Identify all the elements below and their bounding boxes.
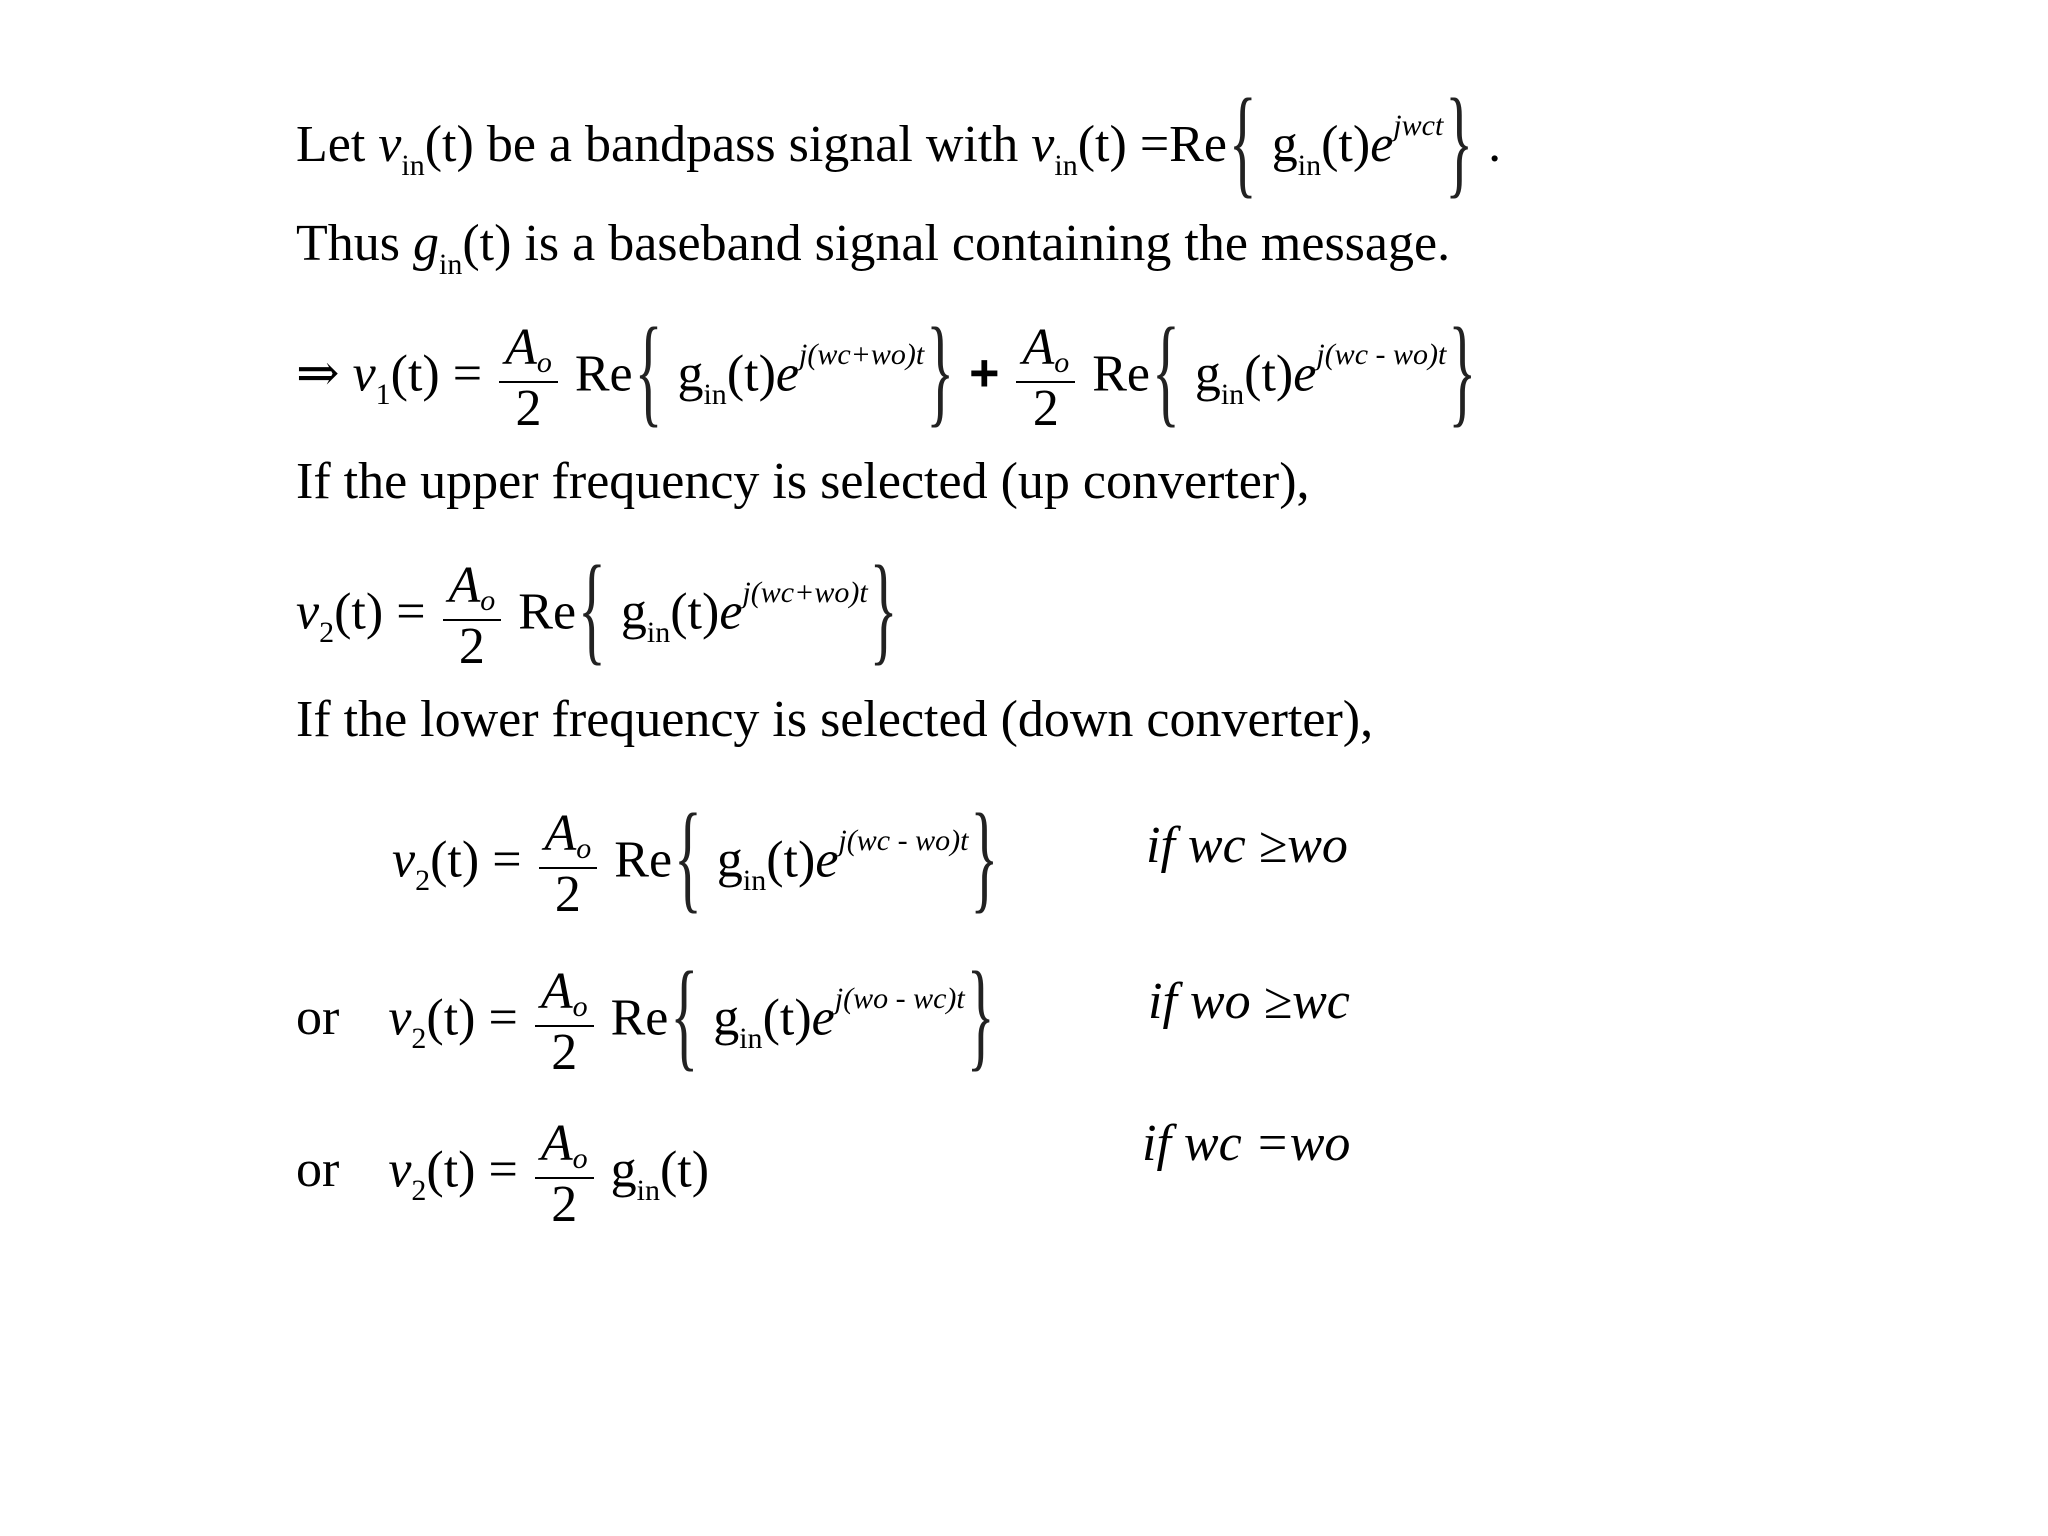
symbol-t: (t) (462, 215, 512, 272)
denominator: 2 (1032, 380, 1059, 437)
sub-2: 2 (415, 864, 431, 898)
symbol-t: (t) (1244, 345, 1294, 403)
symbol-t: (t) (670, 583, 720, 641)
condition-wc-ge-wo: if wc ≥wo (1146, 817, 1348, 874)
right-brace: } (926, 302, 955, 439)
symbol-v: v (388, 989, 412, 1047)
sub-in: in (646, 616, 671, 650)
symbol-v: v (1031, 116, 1055, 173)
sub-2: 2 (411, 1174, 427, 1208)
symbol-re: Re (1169, 116, 1227, 173)
symbol-t: (t) (766, 831, 816, 889)
sub-1: 1 (375, 378, 391, 412)
equation-v2-down-1 (392, 788, 1000, 925)
numerator: Ao (539, 808, 598, 869)
denominator: 2 (554, 866, 581, 923)
symbol-plus: + (969, 344, 1000, 403)
symbol-re: Re (610, 989, 669, 1047)
sub-in: in (636, 1174, 660, 1208)
symbol-re: Re (518, 583, 577, 641)
symbol-t: (t) (726, 345, 776, 403)
equation-v2-down-2 (296, 946, 997, 1083)
symbol-t: (t) (1321, 116, 1371, 173)
symbol-t: (t) (426, 989, 476, 1047)
exponent-minus: j(wc - wo)t (838, 824, 969, 858)
text-thus: Thus (296, 215, 400, 272)
text-bandpass: be a bandpass signal with (486, 116, 1019, 173)
sub-in: in (1297, 149, 1322, 182)
sub-in: in (401, 149, 425, 182)
exponent-minus: j(wc - wo)t (1316, 338, 1447, 372)
denominator: 2 (551, 1176, 578, 1233)
condition-wo-ge-wc: if wo ≥wc (1148, 973, 1350, 1030)
exponent-plus: j(wc+wo)t (799, 338, 925, 372)
right-brace: } (966, 946, 995, 1083)
equation-v2-equal (296, 1115, 710, 1233)
fraction-ao-2 (535, 963, 594, 1081)
symbol-g: g (413, 215, 439, 272)
symbol-t: (t) (430, 831, 480, 889)
symbol-g: g (620, 583, 647, 641)
equation-v2-up (296, 540, 900, 677)
symbol-g: g (713, 989, 740, 1047)
symbol-eq: = (488, 1141, 518, 1199)
symbol-v: v (388, 1141, 412, 1199)
symbol-v: v (296, 583, 320, 641)
symbol-eq: = (492, 831, 522, 889)
symbol-g: g (677, 345, 704, 403)
right-brace: } (1445, 72, 1474, 210)
symbol-t: (t) (424, 116, 474, 173)
line-bandpass-definition (296, 72, 1502, 210)
left-brace: { (1151, 302, 1180, 439)
implies-arrow: ⇒ (296, 345, 340, 403)
text-period: . (1488, 116, 1502, 173)
numerator: Ao (535, 1118, 594, 1179)
sub-in: in (1054, 149, 1078, 182)
denominator: 2 (515, 380, 542, 437)
left-brace: { (1228, 72, 1257, 210)
text-upper-frequency: If the upper frequency is selected (up converter), (296, 453, 1310, 510)
text-or: or (296, 1141, 340, 1199)
fraction-ao-2 (1016, 319, 1075, 437)
symbol-g: g (610, 1141, 637, 1199)
denominator: 2 (551, 1024, 578, 1081)
symbol-eq: = (488, 989, 518, 1047)
fraction-ao-2 (443, 557, 502, 675)
text-baseband: is a baseband signal containing the message. (524, 215, 1451, 272)
symbol-g: g (716, 831, 743, 889)
sub-in: in (742, 864, 767, 898)
sub-in: in (1220, 378, 1245, 412)
line-baseband (296, 214, 1450, 281)
left-brace: { (670, 946, 699, 1083)
numerator: Ao (499, 322, 558, 383)
symbol-t: (t) (426, 1141, 476, 1199)
sub-2: 2 (319, 616, 335, 650)
exponent-jwct: jwct (1393, 109, 1444, 142)
symbol-t: (t) (762, 989, 812, 1047)
symbol-eq: = (1139, 116, 1170, 173)
equation-v1 (296, 302, 1478, 439)
symbol-eq: = (452, 345, 483, 403)
symbol-t: (t) (659, 1141, 710, 1199)
symbol-g: g (1194, 345, 1221, 403)
numerator: Ao (535, 966, 594, 1027)
symbol-t: (t) (390, 345, 440, 403)
symbol-re: Re (574, 345, 633, 403)
symbol-re: Re (1092, 345, 1150, 403)
numerator: Ao (1016, 322, 1075, 383)
symbol-e: e (1370, 116, 1394, 173)
symbol-v: v (392, 831, 416, 889)
denominator: 2 (458, 618, 485, 675)
symbol-v: v (352, 345, 376, 403)
text-lower-frequency: If the lower frequency is selected (down converter), (296, 691, 1374, 748)
text-or: or (296, 989, 340, 1047)
symbol-e: e (775, 345, 799, 403)
symbol-t: (t) (334, 583, 384, 641)
numerator: Ao (443, 560, 502, 621)
line-down-converter (296, 690, 1373, 750)
symbol-eq: = (396, 583, 426, 641)
symbol-t: (t) (1077, 116, 1127, 173)
symbol-v: v (378, 116, 402, 173)
sub-in: in (739, 1022, 763, 1056)
symbol-re: Re (614, 831, 673, 889)
symbol-e: e (815, 831, 839, 889)
exponent-plus: j(wc+wo)t (742, 576, 868, 610)
sub-in: in (703, 378, 727, 412)
text-let: Let (296, 116, 366, 173)
right-brace: } (970, 788, 999, 925)
line-up-converter (296, 452, 1310, 512)
fraction-ao-2 (499, 319, 558, 437)
condition-wc-eq-wo: if wc =wo (1142, 1115, 1351, 1172)
left-brace: { (634, 302, 663, 439)
left-brace: { (578, 540, 606, 677)
sub-in: in (439, 248, 463, 281)
sub-2: 2 (411, 1022, 427, 1056)
symbol-e: e (811, 989, 835, 1047)
left-brace: { (674, 788, 702, 925)
exponent-oc: j(wo - wc)t (834, 982, 965, 1016)
fraction-ao-2 (539, 805, 598, 923)
symbol-e: e (1293, 345, 1317, 403)
right-brace: } (1448, 302, 1477, 439)
symbol-e: e (719, 583, 743, 641)
right-brace: } (869, 540, 898, 677)
symbol-g: g (1271, 116, 1298, 173)
fraction-ao-2 (535, 1115, 594, 1233)
